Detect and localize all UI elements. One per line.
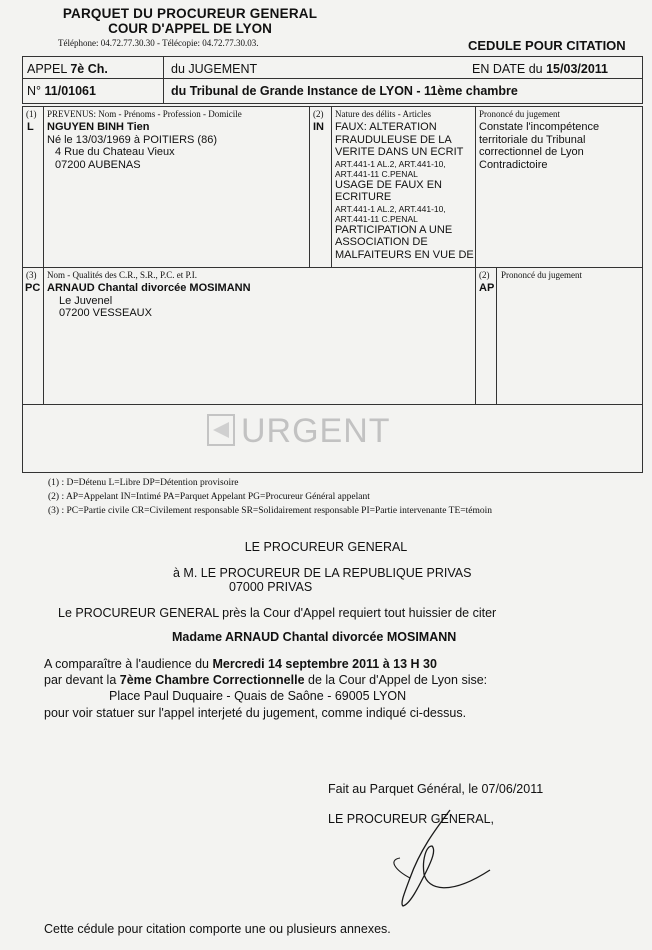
delit-article: ART.441-11 C.PENAL (335, 168, 418, 179)
legend-2: (2) : AP=Appelant IN=Intimé PA=Parquet Appelant PG=Procureur Général appelant (48, 492, 370, 502)
delit-line: PARTICIPATION A UNE (335, 223, 453, 236)
prononce-line: Constate l'incompétence (479, 121, 600, 133)
delits-num: (2) (313, 109, 324, 119)
prevenu-address-2: 07200 AUBENAS (55, 158, 141, 171)
partie-address-2: 07200 VESSEAUX (59, 307, 152, 319)
delits-status-code: IN (313, 121, 324, 133)
court-address: Place Paul Duquaire - Quais de Saône - 69005 LYON (109, 689, 407, 703)
urgent-stamp (207, 410, 391, 450)
cited-person: Madame ARNAUD Chantal divorcée MOSIMANN (172, 630, 457, 644)
stamp-text: URGENT (241, 412, 391, 450)
delit-line: ECRITURE (335, 191, 392, 203)
requiert-line: Le PROCUREUR GENERAL près la Cour d'Appel requiert tout huissier de citer (58, 606, 497, 620)
partie-address-1: Le Juvenel (59, 294, 113, 307)
fait-line: Fait au Parquet Général, le 07/06/2011 (328, 782, 544, 796)
prononce2-num: (2) (479, 270, 490, 280)
prevenu-birth: Né le 13/03/1969 à POITIERS (86) (47, 133, 217, 146)
appeal-info-box (22, 56, 643, 104)
appel-field: APPEL 7è Ch. (27, 62, 108, 76)
prevenu-address-1: 4 Rue du Chateau Vieux (55, 146, 175, 158)
delit-line: USAGE DE FAUX EN (335, 178, 442, 191)
partie-status-code: PC (25, 282, 41, 294)
audience-line: A comparaître à l'audience du Mercredi 14 septembre 2011 à 13 H 30 (44, 657, 437, 671)
signature-title: LE PROCUREUR GENERAL, (328, 812, 495, 826)
handwritten-signature (340, 800, 510, 910)
recipient-city: 07000 PRIVAS (229, 580, 313, 594)
document-type: CEDULE POUR CITATION (468, 38, 626, 53)
delit-article: ART.441-1 AL.2, ART.441-10, (335, 203, 446, 214)
chambre-name: 7ème Chambre Correctionnelle (119, 673, 305, 687)
prevenu-num: (1) (26, 109, 37, 119)
recipient: à M. LE PROCUREUR DE LA REPUBLIQUE PRIVAS (173, 566, 472, 580)
parquet-title: PARQUET DU PROCUREUR GENERAL (62, 6, 318, 21)
prevenu-details (47, 121, 217, 171)
partie-details (47, 282, 251, 320)
prevenu-status-code: L (27, 121, 34, 133)
delit-article: ART.441-11 C.PENAL (335, 213, 418, 224)
partie-num: (3) (26, 270, 37, 280)
annexes-note: Cette cédule pour citation comporte une ou plusieurs annexes. (44, 922, 391, 936)
statuer-line: pour voir statuer sur l'appel interjeté du jugement, comme indiqué ci-dessus. (44, 706, 467, 720)
prononce2-status-code: AP (479, 282, 495, 294)
prononce-line: territoriale du Tribunal (479, 133, 586, 146)
delits-header: Nature des délits - Articles (335, 109, 431, 119)
partie-name: ARNAUD Chantal divorcée MOSIMANN (47, 282, 251, 294)
prononce-header: Prononcé du jugement (479, 109, 560, 119)
cour-title: COUR D'APPEL DE LYON (108, 21, 272, 36)
stamp-arrow-icon (207, 412, 239, 448)
prononce-details (479, 121, 599, 171)
prononce2-header: Prononcé du jugement (501, 270, 582, 280)
prononce-line: Contradictoire (479, 158, 548, 171)
contact-line: Téléphone: 04.72.77.30.30 - Télécopie: 04.72.77.30.03. (58, 38, 259, 48)
delits-list (335, 121, 475, 266)
jugement-label: du JUGEMENT (171, 62, 258, 76)
tribunal-name: du Tribunal de Grande Instance de LYON - 11ème chambre (171, 84, 518, 98)
delit-line: VERITE DANS UN ECRIT (335, 146, 464, 158)
prononce-line: correctionnel de Lyon (479, 146, 584, 158)
delit-line: MALFAITEURS EN VUE DE (335, 248, 474, 261)
procureur-heading: LE PROCUREUR GENERAL (244, 540, 408, 554)
chambre-line: par devant la 7ème Chambre Correctionnelle de la Cour d'Appel de Lyon sise: (44, 673, 488, 687)
delit-article: ART.441-1 AL.2, ART.441-10, (335, 158, 446, 169)
delit-line: ASSOCIATION DE (335, 236, 428, 248)
num-field: N° 11/01061 (27, 84, 96, 98)
legend-1: (1) : D=Détenu L=Libre DP=Détention provisoire (48, 478, 239, 488)
delit-line: FRAUDULEUSE DE LA (335, 133, 452, 146)
prevenu-header: PREVENUS: Nom - Prénoms - Profession - Domicile (47, 109, 242, 119)
delit-line: FAUX: ALTERATION (335, 121, 437, 133)
prevenu-name: NGUYEN BINH Tien (47, 121, 150, 133)
date-field: EN DATE du 15/03/2011 (472, 62, 608, 76)
partie-header: Nom - Qualités des C.R., S.R., P.C. et P.I. (47, 270, 198, 280)
audience-date: Mercredi 14 septembre 2011 à 13 H 30 (212, 657, 437, 671)
legend-3: (3) : PC=Partie civile CR=Civilement responsable SR=Solidairement responsable PI=Partie intervenante TE=témoin (48, 506, 493, 516)
